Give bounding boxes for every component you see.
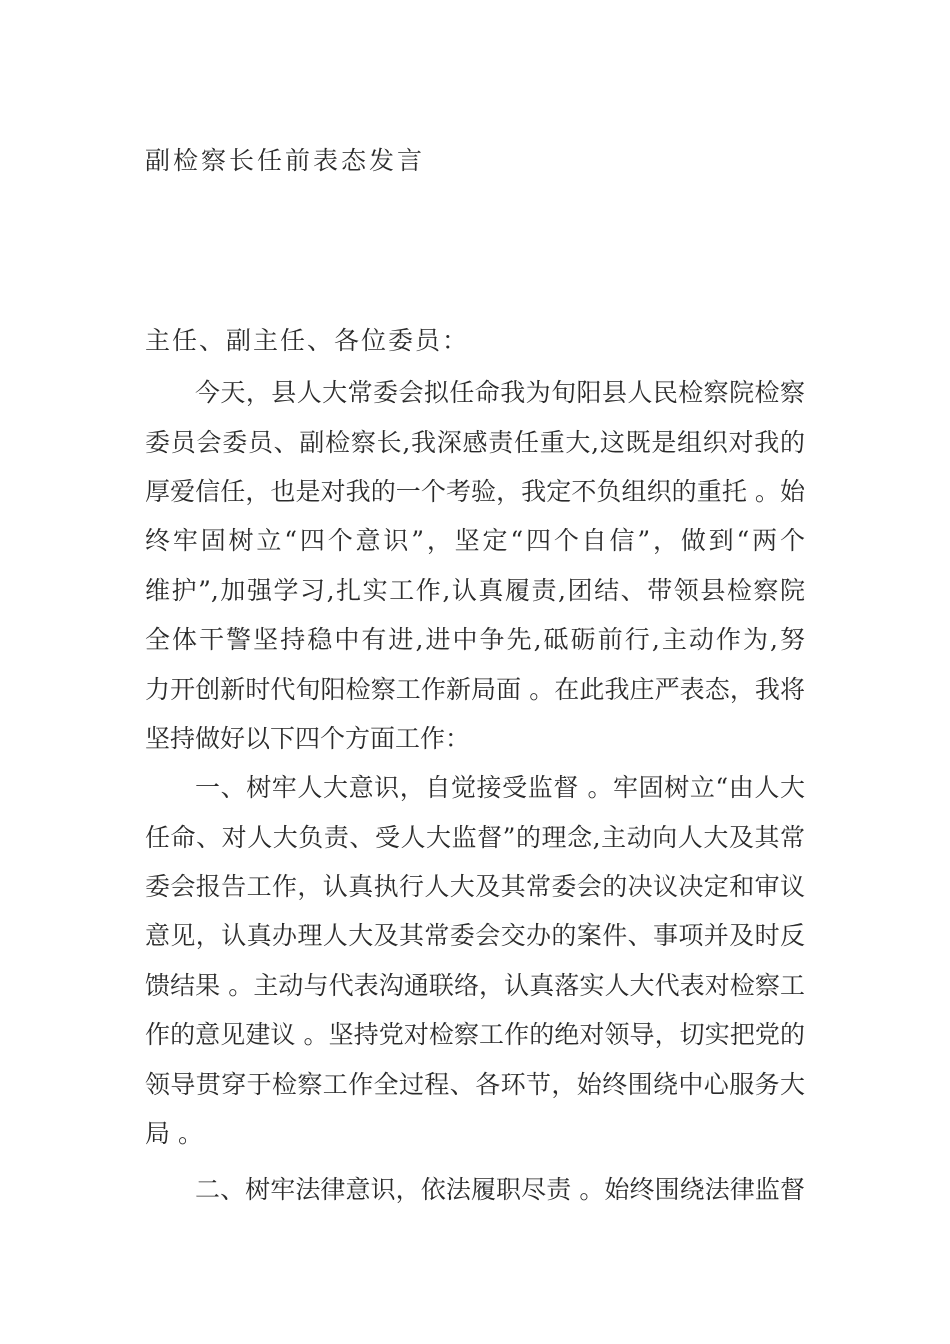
paragraph-line: 二、树牢法律意识，依法履职尽责 。始终围绕法律监督	[195, 1175, 805, 1204]
paragraph-line: 坚持做好以下四个方面工作：	[145, 724, 471, 753]
paragraph-line: 今天，县人大常委会拟任命我为旬阳县人民检察院检察	[195, 378, 805, 407]
document-title: 副检察长任前表态发言	[145, 146, 426, 175]
paragraph-line: 厚爱信任，也是对我的一个考验，我定不负组织的重托 。始	[145, 477, 805, 506]
paragraph-line: 意见，认真办理人大及其常委会交办的案件、事项并及时反	[145, 921, 805, 950]
paragraph-line: 力开创新时代旬阳检察工作新局面 。在此我庄严表态，我将	[145, 675, 805, 704]
paragraph-line: 委会报告工作，认真执行人大及其常委会的决议决定和审议	[145, 872, 805, 901]
paragraph-line: 局 。	[145, 1119, 203, 1148]
salutation: 主任、副主任、各位委员：	[145, 326, 470, 355]
paragraph-line: 任命、对人大负责、受人大监督”的理念,主动向人大及其常	[145, 823, 805, 852]
paragraph-line: 终牢固树立“四个意识”，坚定“四个自信”，做到“两个	[145, 526, 805, 555]
paragraph-line: 全体干警坚持稳中有进,进中争先,砥砺前行,主动作为,努	[145, 625, 805, 654]
paragraph-line: 作的意见建议 。坚持党对检察工作的绝对领导，切实把党的	[145, 1020, 805, 1049]
paragraph-line: 一、树牢人大意识，自觉接受监督 。牢固树立“由人大	[195, 773, 805, 802]
paragraph-line: 馈结果 。主动与代表沟通联络，认真落实人大代表对检察工	[145, 971, 805, 1000]
paragraph-line: 维护”,加强学习,扎实工作,认真履责,团结、带领县检察院	[145, 576, 805, 605]
paragraph-line: 领导贯穿于检察工作全过程、各环节，始终围绕中心服务大	[145, 1070, 805, 1099]
paragraph-line: 委员会委员、副检察长,我深感责任重大,这既是组织对我的	[145, 428, 805, 457]
